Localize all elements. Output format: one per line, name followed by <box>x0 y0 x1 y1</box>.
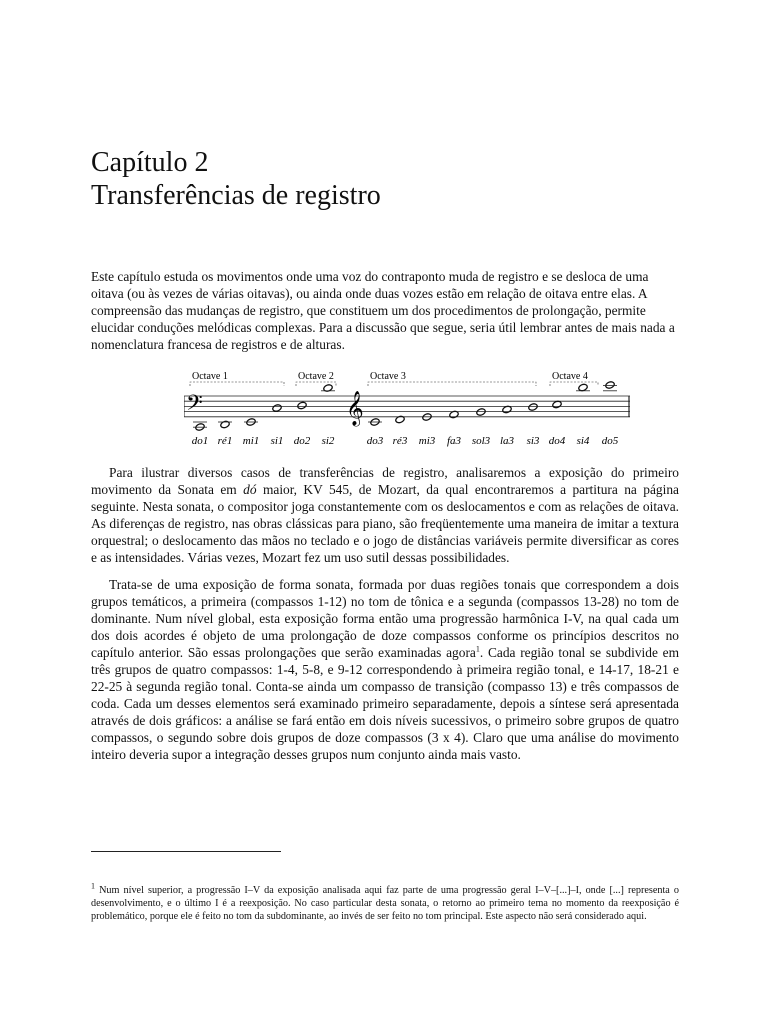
octave-label: Octave 2 <box>298 371 334 382</box>
footnote-mark: 1 <box>91 881 95 891</box>
octave-bracket <box>296 382 336 386</box>
note-label: do3 <box>366 435 384 447</box>
note-label: si4 <box>576 435 590 447</box>
whole-note <box>272 404 282 413</box>
note-label: ré1 <box>217 435 233 447</box>
paragraph-sonata-start: Para ilustrar diversos casos de transferências de registro, analisaremos a exposição do primeiro movimento da Sonata em <box>91 465 679 497</box>
paragraph-exposition-start: Trata-se de uma exposição de forma sonata, formada por duas regiões tonais que correspondem a dois grupos temáticos, a primeira (compassos 1-12) no tom de tônica e a segunda (compassos 13-28) no tom de dominante. Num nível global, esta exposição forma então uma progressão harmônica I-V, na qual cada um dos dois acordes é objeto de uma prolongação de doze compassos conforme os princípios descritos no capítulo anterior. São essas prolongações que serão examinadas agora <box>91 577 679 660</box>
whole-note <box>528 403 538 412</box>
note-label: si1 <box>270 435 284 447</box>
footnote-text: Num nível superior, a progressão I–V da exposição analisada aqui faz parte de uma progressão geral I–V–[...]–I, onde [...] representa o desenvolvimento, e o último I é a reexposição. No caso particular desta sonata, o retorno ao primeiro tema no momento da reexposição é problemático, porque ele é feito no tom da subdominante, ao invés de ser feito no tom principal. Este aspecto não será considerado aqui. <box>91 885 679 922</box>
whole-note <box>297 401 307 410</box>
note-label: do1 <box>191 435 209 447</box>
music-staff-figure <box>184 352 630 448</box>
footnote <box>91 881 679 923</box>
key-name: dó <box>243 482 257 497</box>
note-label: fa3 <box>446 435 462 447</box>
note-label: do5 <box>601 435 619 447</box>
chapter-title: Transferências de registro <box>91 180 381 211</box>
chapter-number: Capítulo 2 <box>91 147 209 178</box>
footnote-reference: 1 <box>475 644 480 654</box>
note-label: ré3 <box>392 435 408 447</box>
note-label: si2 <box>321 435 335 447</box>
note-label: do4 <box>548 435 566 447</box>
chapter-heading <box>91 146 691 212</box>
octave-bracket <box>550 382 598 386</box>
bass-clef: 𝄢 <box>186 391 203 421</box>
note-label: sol3 <box>471 435 491 447</box>
paragraph-exposition-end: . Cada região tonal se subdivide em três grupos de quatro compassos: 1-4, 5-8, e 9-12 correspondendo à primeira região tonal, e 14-17, 18-21 e 22-25 à segunda região tonal. Conta-se ainda um compasso de transição (compasso 13) e três compassos de coda. Cada um desses elementos será examinado primeiro separadamente, depois a síntese será apresentada através de dois gráficos: a análise se fará então em dois níveis sucessivos, o primeiro sobre grupos de quatro compassos, o segundo sobre dois grupos de doze compassos (3 x 4). Claro que uma análise do movimento inteiro deveria supor a integração desses grupos num conjunto ainda mais vasto. <box>91 645 679 762</box>
note-label: si3 <box>526 435 540 447</box>
note-label: la3 <box>499 435 515 447</box>
octave-bracket <box>368 382 536 386</box>
octave-label: Octave 4 <box>552 371 588 382</box>
octave-label: Octave 1 <box>192 371 228 382</box>
whole-note <box>476 408 486 417</box>
footnote-separator <box>91 851 281 852</box>
note-label: do2 <box>293 435 311 447</box>
octave-label: Octave 3 <box>370 371 406 382</box>
whole-note <box>220 420 230 429</box>
paragraph-exposition <box>91 576 679 763</box>
whole-note <box>605 381 615 390</box>
note-label: mi3 <box>418 435 436 447</box>
paragraph-intro: Este capítulo estuda os movimentos onde uma voz do contraponto muda de registro e se desloca de uma oitava (ou às vezes de várias oitavas), ou ainda onde duas vozes estão em relação de oitava entre elas. A compreensão das mudanças de registro, que constituem um dos procedimentos de prolongação, permite elucidar conduções melódicas complexas. Para a discussão que segue, seria útil lembrar antes de mais nada a nomenclatura francesa de registros e de alturas. <box>91 269 675 352</box>
treble-clef: 𝄞 <box>346 391 364 426</box>
paragraph-sonata-end: maior, KV 545, de Mozart, da qual encontraremos a partitura na página seguinte. Nesta sonata, o compositor joga constantemente com os deslocamentos e com as relações de oitava. As diferenças de registro, nas obras clássicas para piano, são freqüentemente uma maneira de imitar a textura orquestral; o deslocamento das mãos no teclado e o jogo de distâncias variáveis permite diversificar as cores e as intensidades. Várias vezes, Mozart fez um uso sutil dessas possibilidades. <box>91 482 679 565</box>
octave-bracket <box>190 382 284 386</box>
register-nomenclature-example <box>184 352 630 448</box>
paragraph-sonata <box>91 464 679 566</box>
note-label: mi1 <box>242 435 260 447</box>
